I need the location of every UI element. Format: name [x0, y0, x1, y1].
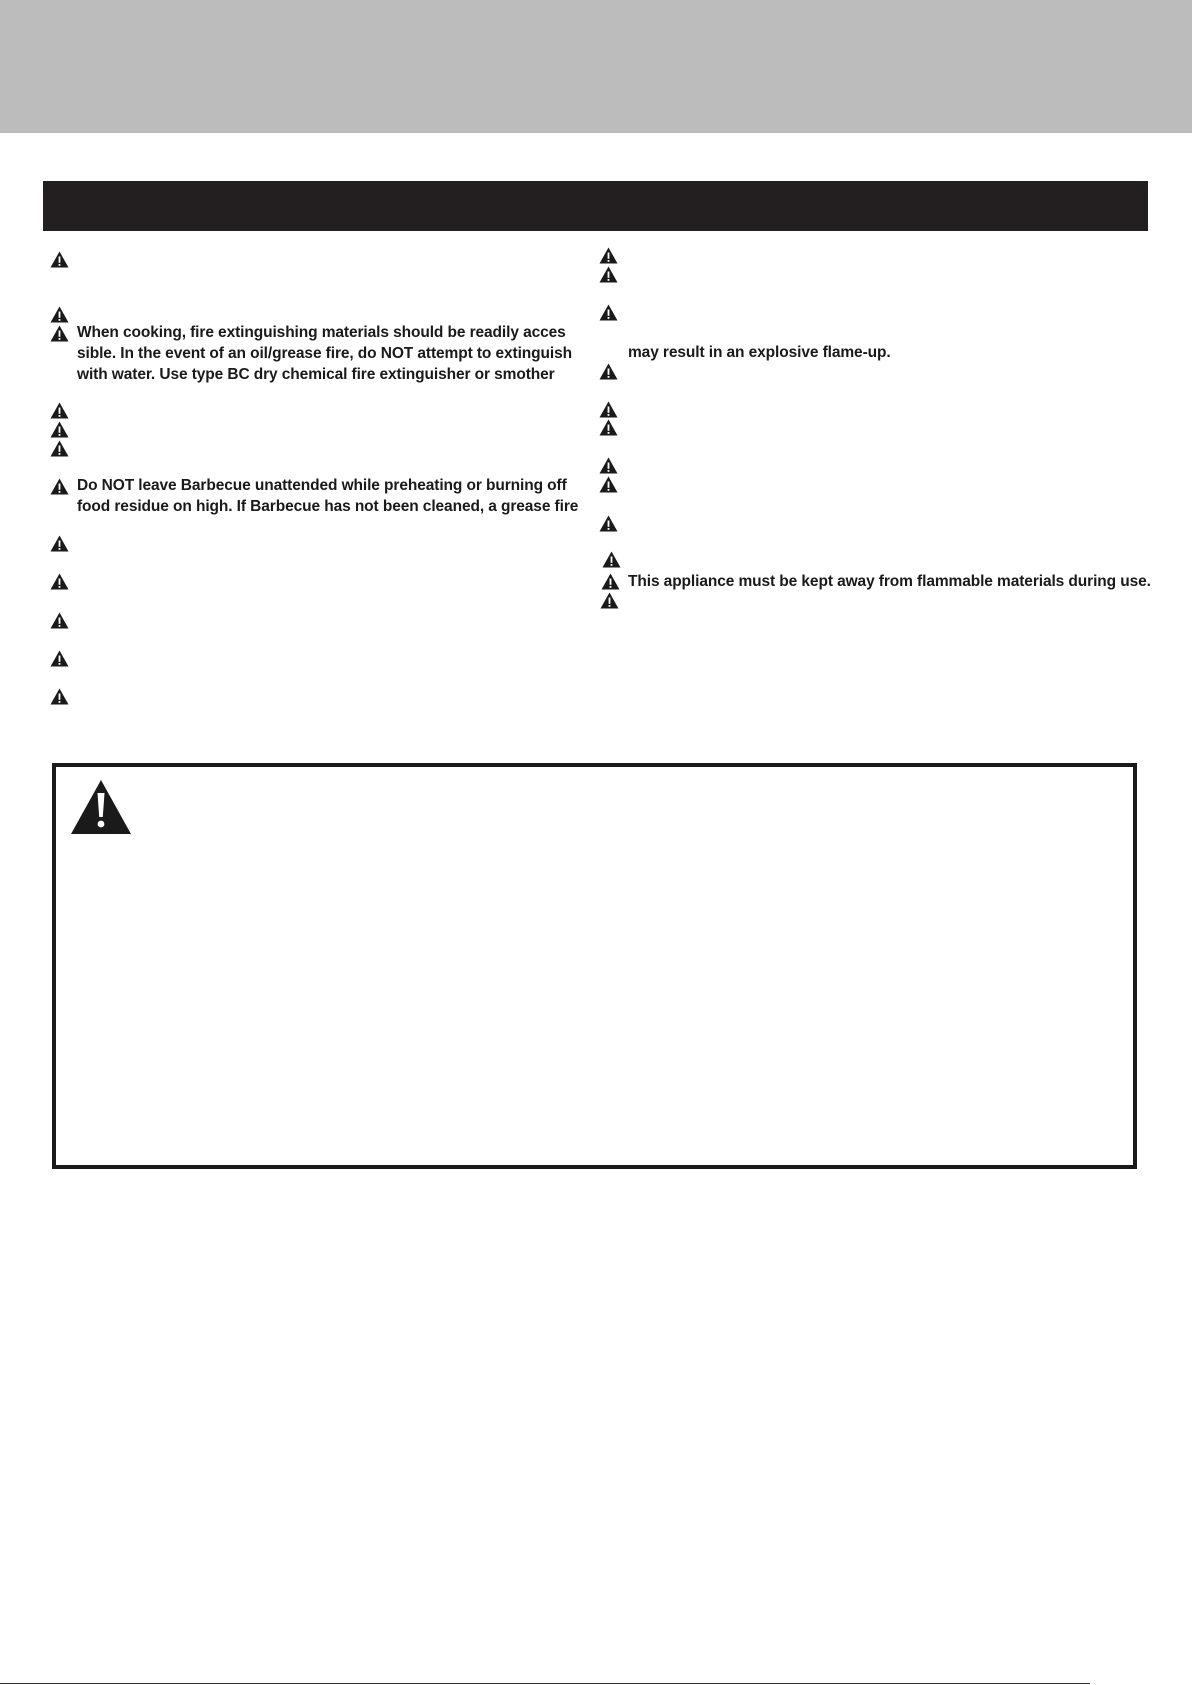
warning-triangle-icon: [599, 363, 618, 380]
warning-triangle-icon: [50, 612, 69, 629]
warning-triangle-icon: [599, 401, 618, 418]
footer-rule: [0, 1683, 1090, 1684]
warning-text-line: Do NOT leave Barbecue unattended while preheating or burning off: [77, 477, 567, 494]
warning-triangle-icon: [50, 402, 69, 419]
warning-triangle-icon: [50, 688, 69, 705]
header-band: [0, 0, 1192, 133]
warning-triangle-icon: [599, 476, 618, 493]
warning-triangle-icon: [50, 421, 69, 438]
warning-text-line: with water. Use type BC dry chemical fire extinguisher or smother: [77, 366, 555, 383]
warning-triangle-icon: [50, 325, 69, 342]
warning-triangle-icon: [602, 551, 621, 568]
warning-text-line: may result in an explosive flame-up.: [628, 344, 891, 361]
warning-triangle-icon: [600, 592, 619, 609]
section-title-bar: [43, 181, 1148, 231]
warning-triangle-icon: [599, 266, 618, 283]
warning-triangle-icon: [50, 573, 69, 590]
warning-triangle-icon: [599, 304, 618, 321]
warning-triangle-icon: [601, 573, 620, 590]
warning-triangle-icon: [50, 251, 69, 268]
warning-triangle-icon: [599, 515, 618, 532]
warning-text-line: sible. In the event of an oil/grease fire, do NOT attempt to extinguish: [77, 345, 573, 362]
warning-triangle-icon: [50, 478, 69, 495]
warning-triangle-icon: [599, 247, 618, 264]
warning-triangle-icon: [50, 306, 69, 323]
warning-text-line: food residue on high. If Barbecue has not been cleaned, a grease fire: [77, 498, 579, 515]
warning-triangle-icon: [50, 440, 69, 457]
warning-triangle-icon: [50, 535, 69, 552]
warning-notice-box: [52, 763, 1137, 1169]
warning-triangle-icon: [599, 457, 618, 474]
warning-triangle-icon: [599, 419, 618, 436]
warning-text-line: This appliance must be kept away from flammable materials during use.: [628, 573, 1151, 590]
large-warning-triangle-icon: [70, 779, 132, 835]
warning-triangle-icon: [50, 650, 69, 667]
warning-text-line: When cooking, fire extinguishing materials should be readily acces: [77, 324, 566, 341]
